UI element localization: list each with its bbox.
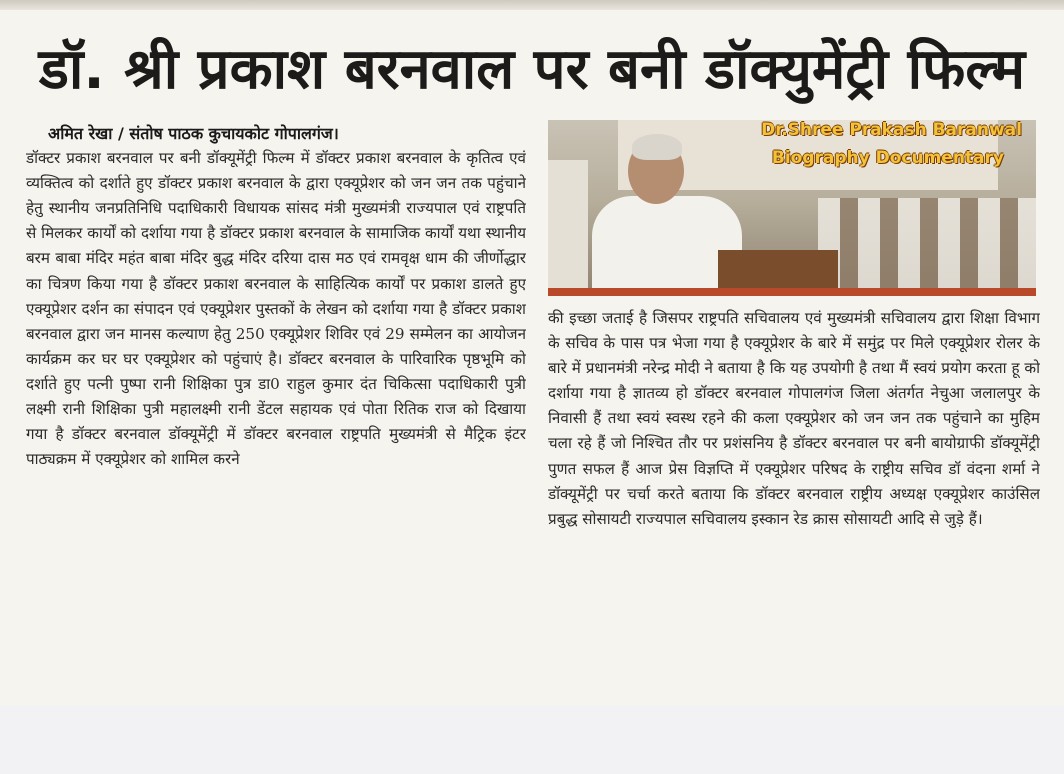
- article-text-right: की इच्छा जताई है जिसपर राष्ट्रपति सचिवालय एवं मुख्यमंत्री सचिवालय द्वारा शिक्षा विभाग के सचिव के पास पत्र भेजा गया है एक्यूप्रेशर के बारे में समुंद्र पर मिले एक्यूप्रेशर रोलर के बारे में प्रधानमंत्री नरेन्द्र मोदी ने बताया है कि यह उपयोगी है तथा मैं स्वयं प्रयोग करता हू को दर्शाया गया है ज्ञातव्य हो डॉक्टर बरनवाल गोपालगंज जिला अंतर्गत नेचुआ जलालपुर के निवासी हैं तथा स्वयं स्वस्थ रहने की कला एक्यूप्रेशर को जन जन तक पहुंचाने का मुहिम चला रहे हैं जो निश्चित तौर पर प्रशंसनिय है डॉक्टर बरनवाल पर बनी बायोग्राफी डॉक्यूमेंट्री पुणत सफल हैं आज प्रेस विज्ञप्ति में एक्यूप्रेशर परिषद के राष्ट्रीय सचिव डॉ वंदना शर्मा ने डॉक्यूमेंट्री पर चर्चा करते बताया कि डॉक्टर बरनवाल राष्ट्रीय अध्यक्ष एक्यूप्रेशर काउंसिल प्रबुद्ध सोसायटी राज्यपाल सचिवालय इस्कान रेड क्रास सोसायटी आदि से जुड़े हैं।: [548, 309, 1040, 528]
- news-photo: [548, 120, 1036, 296]
- clipping-top-edge: [0, 0, 1064, 10]
- article-column-left: [26, 121, 526, 703]
- article-text-left: डॉक्टर प्रकाश बरनवाल पर बनी डॉक्यूमेंट्री फिल्म में डॉक्टर प्रकाश बरनवाल के कृतित्व एवं व्यक्तित्व को दर्शाते हुए डॉक्टर प्रकाश बरनवाल के द्वारा एक्यूप्रेशर को जन जन तक पहुंचाने हेतु स्थानीय जनप्रतिनिधि पदाधिकारी विधायक सांसद मंत्री मुख्यमंत्री राज्यपाल एवं राष्ट्रपति से मिलकर कार्यों को दर्शाया गया है डॉक्टर प्रकाश बरनवाल के सामाजिक कार्यों यथा स्थानीय बरम बाबा मंदिर महंत बाबा मंदिर बुद्ध मंदिर दरिया दास मठ एवं रामवृक्ष धाम की जीर्णोद्धार का चित्रण किया गया है डॉक्टर प्रकाश बरनवाल के साहित्यिक कार्यों पर प्रकाश डालते हुए एक्यूप्रेशर दर्शन का संपादन एवं एक्यूप्रेशर पुस्तकों के लेखन को दर्शाया गया है डॉक्टर प्रकाश बरनवाल द्वारा जन मानस कल्याण हेतु 250 एक्यूप्रेशर शिविर एवं 29 सम्मेलन का आयोजन कार्यक्रम कर घर घर एक्यूप्रेशर को पहुंचाएं है। डॉक्टर बरनवाल के पारिवारिक पृष्ठभूमि को दर्शाते हुए पत्नी पुष्पा रानी शिक्षिका पुत्र डा0 राहुल कुमार दंत चिकित्सा पदाधिकारी पुत्री लक्ष्मी रानी शिक्षिका पुत्री महालक्ष्मी रानी डेंटल सहायक एवं पोता रितिक राज को दिखाया गया है डॉक्टर बरनवाल डॉक्यूमेंट्री में डॉक्टर बरनवाल राष्ट्रपति मुख्यमंत्री से मैट्रिक इंटर पाठ्यक्रम में एक्यूप्रेशर को शामिल करने: [26, 149, 526, 469]
- photo-caption-line1: Dr.Shree Prakash Baranwal: [761, 120, 1022, 140]
- article-column-right: [548, 306, 1040, 702]
- photo-bottom-strip: [548, 288, 1036, 296]
- byline: अमित रेखा / संतोष पाठक कुचायकोट गोपालगंज।: [48, 124, 339, 143]
- photo-audience: [818, 198, 1036, 296]
- photo-caption-line2: Biography Documentary: [771, 148, 1004, 168]
- headline: डॉ. श्री प्रकाश बरनवाल पर बनी डॉक्युमेंट्री फिल्म: [38, 37, 1026, 102]
- photo-speaker-hair: [632, 134, 682, 160]
- page-footer-blank: [0, 706, 1064, 774]
- photo-person-left: [548, 160, 588, 296]
